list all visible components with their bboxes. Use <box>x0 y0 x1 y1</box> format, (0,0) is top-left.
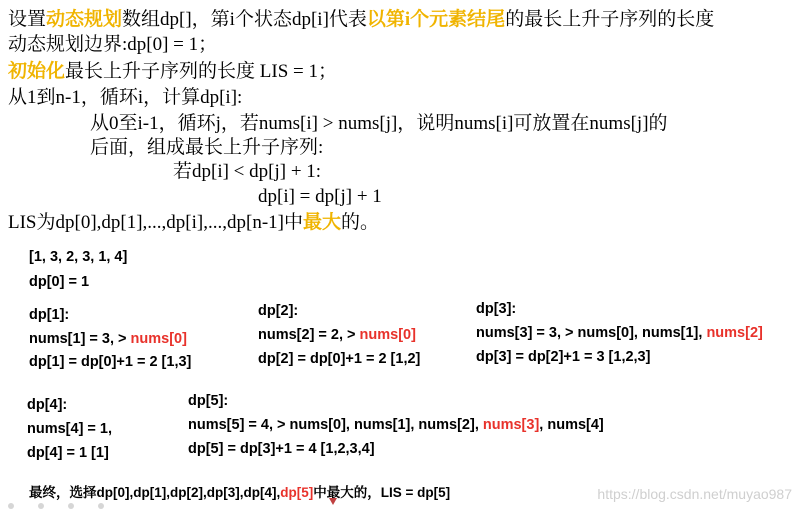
text: 设置 <box>8 9 47 30</box>
dp4-result: dp[4] = 1 [1] <box>27 445 109 461</box>
final-conclusion <box>29 484 450 502</box>
text: , nums[4] <box>539 417 604 433</box>
text: 的最长上升子序列的长度 <box>505 9 715 30</box>
dp1-result: dp[1] = dp[0]+1 = 2 [1,3] <box>29 354 192 370</box>
dp1-compare <box>29 330 187 348</box>
text: 数组dp[]，第i个状态dp[i]代表 <box>122 9 367 30</box>
dp2-title: dp[2]: <box>258 303 299 319</box>
highlight-red: nums[2] <box>706 325 763 341</box>
line-definition <box>8 8 714 31</box>
line-lis <box>8 211 379 234</box>
highlight-red: nums[0] <box>359 327 416 343</box>
text: LIS为dp[0],dp[1],...,dp[i],...,dp[n-1]中 <box>8 212 303 233</box>
toolbar-dot-icon[interactable] <box>38 503 44 509</box>
line-init <box>8 60 337 83</box>
dp4-compare: nums[4] = 1, <box>27 421 113 437</box>
dp3-result: dp[3] = dp[2]+1 = 3 [1,2,3] <box>476 349 651 365</box>
text: 最长上升子序列的长度 LIS = 1； <box>65 61 337 82</box>
text: 的。 <box>341 212 380 233</box>
dp4-title: dp[4]: <box>27 397 68 413</box>
slide-toolbar <box>0 502 804 510</box>
highlight-red: dp[5] <box>280 485 314 500</box>
text: 最终，选择dp[0],dp[1],dp[2],dp[3],dp[4], <box>29 485 281 500</box>
example-dp0: dp[0] = 1 <box>29 274 90 290</box>
dp3-title: dp[3]: <box>476 301 517 317</box>
text: nums[1] = 3, > <box>29 331 131 347</box>
text: nums[3] = 3, > nums[0], nums[1], <box>476 325 707 341</box>
toolbar-dot-icon[interactable] <box>8 503 14 509</box>
line-condition: 若dp[i] < dp[j] + 1: <box>173 161 322 182</box>
dp5-result: dp[5] = dp[3]+1 = 4 [1,2,3,4] <box>188 441 375 457</box>
dp2-compare <box>258 326 416 344</box>
highlight-ending-element: 以第i个元素结尾 <box>366 9 506 30</box>
line-inner-loop: 从0至i-1，循环j，若nums[i] > nums[j]，说明nums[i]可放置在nums[j]的 <box>90 113 668 134</box>
highlight-red: nums[0] <box>130 331 187 347</box>
text: 中最大的，LIS = dp[5] <box>313 485 451 500</box>
highlight-max: 最大 <box>302 212 341 233</box>
text: nums[5] = 4, > nums[0], nums[1], nums[2], <box>188 417 483 433</box>
highlight-dynamic-programming: 动态规划 <box>46 9 123 30</box>
dp2-result: dp[2] = dp[0]+1 = 2 [1,2] <box>258 351 421 367</box>
toolbar-dot-icon[interactable] <box>98 503 104 509</box>
watermark: https://blog.csdn.net/muyao987 <box>597 486 792 502</box>
example-array: [1, 3, 2, 3, 1, 4] <box>29 249 128 265</box>
line-outer-loop: 从1到n-1，循环i，计算dp[i]: <box>8 87 243 108</box>
line-inner-loop-cont: 后面，组成最长上升子序列: <box>90 137 324 158</box>
text: nums[2] = 2, > <box>258 327 360 343</box>
line-boundary: 动态规划边界:dp[0] = 1； <box>8 34 218 55</box>
dp5-compare <box>188 416 604 434</box>
dp1-title: dp[1]: <box>29 307 70 323</box>
highlight-init: 初始化 <box>8 61 66 82</box>
dp5-title: dp[5]: <box>188 393 229 409</box>
highlight-red: nums[3] <box>482 417 540 433</box>
toolbar-dot-icon[interactable] <box>68 503 74 509</box>
dp3-compare <box>476 324 763 342</box>
line-update: dp[i] = dp[j] + 1 <box>258 186 382 207</box>
